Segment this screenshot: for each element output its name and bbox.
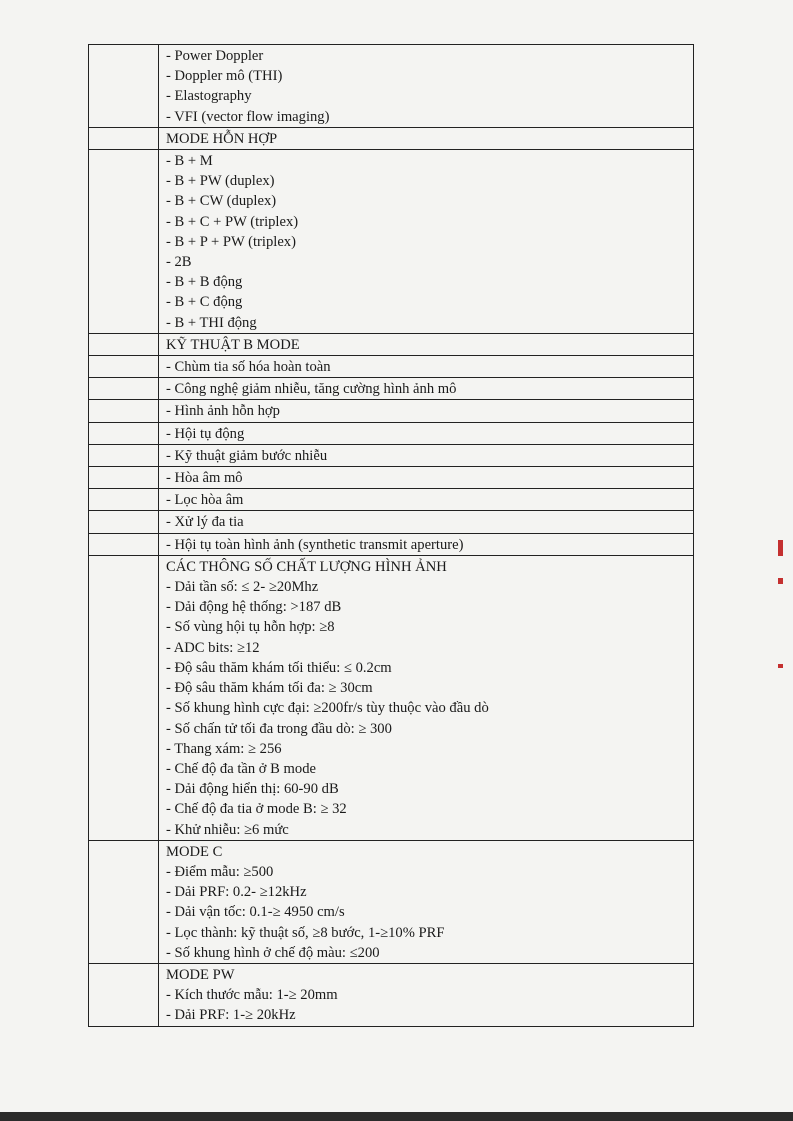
table-row bbox=[89, 963, 694, 1026]
spec-line: - Kỹ thuật giảm bước nhiễu bbox=[166, 447, 328, 464]
row-content-cell bbox=[159, 422, 694, 444]
row-index-cell bbox=[89, 489, 159, 511]
row-index-cell bbox=[89, 127, 159, 149]
spec-line: - B + M bbox=[166, 153, 213, 170]
row-index-cell bbox=[89, 840, 159, 963]
row-content-cell bbox=[159, 333, 694, 355]
row-index-cell bbox=[89, 45, 159, 128]
section-heading: MODE PW bbox=[166, 966, 235, 983]
section-heading: KỸ THUẬT B MODE bbox=[166, 336, 300, 353]
spec-line: - Số khung hình cực đại: ≥200fr/s tùy thuộc vào đầu dò bbox=[166, 700, 489, 717]
specification-table bbox=[88, 44, 694, 1027]
spec-line: - Hình ảnh hỗn hợp bbox=[166, 403, 280, 420]
spec-line: - Lọc hòa âm bbox=[166, 492, 244, 509]
row-content-cell bbox=[159, 963, 694, 1026]
spec-line: - B + THI động bbox=[166, 314, 257, 331]
row-content-cell bbox=[159, 400, 694, 422]
row-content-cell bbox=[159, 467, 694, 489]
row-index-cell bbox=[89, 444, 159, 466]
section-heading: MODE C bbox=[166, 843, 223, 860]
table-row bbox=[89, 422, 694, 444]
spec-line: - B + CW (duplex) bbox=[166, 193, 277, 210]
spec-line: - Power Doppler bbox=[166, 48, 264, 64]
row-index-cell bbox=[89, 511, 159, 533]
spec-line: - Hội tụ động bbox=[166, 425, 245, 442]
row-content-cell bbox=[159, 489, 694, 511]
row-index-cell bbox=[89, 555, 159, 840]
spec-line: - Lọc thành: kỹ thuật số, ≥8 bước, 1-≥10% PRF bbox=[166, 924, 445, 941]
row-index-cell bbox=[89, 150, 159, 334]
spec-line: - Khử nhiễu: ≥6 mức bbox=[166, 821, 289, 838]
table-row bbox=[89, 555, 694, 840]
spec-line: - ADC bits: ≥12 bbox=[166, 639, 260, 656]
spec-line: - Doppler mô (THI) bbox=[166, 68, 283, 85]
spec-line: - Chùm tia số hóa hoàn toàn bbox=[166, 359, 331, 376]
row-index-cell bbox=[89, 356, 159, 378]
spec-line: - B + C động bbox=[166, 294, 243, 311]
row-index-cell bbox=[89, 533, 159, 555]
spec-line: - Kích thước mẫu: 1-≥ 20mm bbox=[166, 987, 338, 1004]
row-content-cell bbox=[159, 127, 694, 149]
table-row bbox=[89, 356, 694, 378]
spec-line: - Dải động hệ thống: >187 dB bbox=[166, 599, 342, 616]
spec-line: - Elastography bbox=[166, 88, 252, 105]
section-heading: CÁC THÔNG SỐ CHẤT LƯỢNG HÌNH ẢNH bbox=[166, 558, 447, 575]
row-content-cell bbox=[159, 555, 694, 840]
spec-line: - VFI (vector flow imaging) bbox=[166, 108, 330, 125]
row-content-cell bbox=[159, 378, 694, 400]
spec-line: - Dải vận tốc: 0.1-≥ 4950 cm/s bbox=[166, 904, 345, 921]
row-content-cell bbox=[159, 444, 694, 466]
row-index-cell bbox=[89, 378, 159, 400]
table-row bbox=[89, 400, 694, 422]
spec-line: - Dải PRF: 1-≥ 20kHz bbox=[166, 1007, 296, 1024]
specification-table-body bbox=[89, 45, 694, 1027]
table-row bbox=[89, 127, 694, 149]
spec-line: - B + P + PW (triplex) bbox=[166, 233, 296, 250]
row-index-cell bbox=[89, 467, 159, 489]
table-row bbox=[89, 489, 694, 511]
spec-line: - Số vùng hội tụ hỗn hợp: ≥8 bbox=[166, 619, 335, 636]
spec-line: - Độ sâu thăm khám tối đa: ≥ 30cm bbox=[166, 680, 373, 697]
scan-edge-mark bbox=[778, 540, 783, 556]
spec-line: - Dải PRF: 0.2- ≥12kHz bbox=[166, 884, 307, 901]
spec-line: - Điểm mẫu: ≥500 bbox=[166, 863, 274, 880]
spec-line: - Dải tần số: ≤ 2- ≥20Mhz bbox=[166, 579, 319, 596]
spec-line: - Số khung hình ở chế độ màu: ≤200 bbox=[166, 944, 380, 961]
table-row bbox=[89, 444, 694, 466]
spec-line: - Số chấn tử tối đa trong đầu dò: ≥ 300 bbox=[166, 720, 392, 737]
row-content-cell bbox=[159, 45, 694, 128]
section-heading: MODE HỖN HỢP bbox=[166, 130, 278, 147]
spec-line: - Xử lý đa tia bbox=[166, 514, 244, 531]
spec-line: - Chế độ đa tia ở mode B: ≥ 32 bbox=[166, 801, 347, 818]
spec-line: - Hòa âm mô bbox=[166, 470, 243, 487]
table-row bbox=[89, 378, 694, 400]
row-content-cell bbox=[159, 356, 694, 378]
scan-edge-mark bbox=[778, 664, 783, 668]
table-row bbox=[89, 150, 694, 334]
table-row bbox=[89, 467, 694, 489]
table-row bbox=[89, 533, 694, 555]
spec-line: - Chế độ đa tần ở B mode bbox=[166, 760, 316, 777]
spec-line: - B + B động bbox=[166, 274, 243, 291]
spec-line: - Hội tụ toàn hình ảnh (synthetic transmit aperture) bbox=[166, 536, 464, 553]
spec-line: - Công nghệ giảm nhiễu, tăng cường hình ảnh mô bbox=[166, 381, 457, 398]
spec-line: - Thang xám: ≥ 256 bbox=[166, 740, 282, 757]
table-row bbox=[89, 840, 694, 963]
table-row bbox=[89, 511, 694, 533]
row-index-cell bbox=[89, 400, 159, 422]
row-content-cell bbox=[159, 840, 694, 963]
row-index-cell bbox=[89, 333, 159, 355]
table-row bbox=[89, 45, 694, 128]
row-index-cell bbox=[89, 963, 159, 1026]
spec-line: - 2B bbox=[166, 254, 192, 271]
spec-line: - Dải động hiển thị: 60-90 dB bbox=[166, 781, 339, 798]
spec-line: - Độ sâu thăm khám tối thiểu: ≤ 0.2cm bbox=[166, 659, 392, 676]
row-content-cell bbox=[159, 533, 694, 555]
spec-line: - B + C + PW (triplex) bbox=[166, 213, 299, 230]
row-content-cell bbox=[159, 511, 694, 533]
scan-edge-mark bbox=[778, 578, 783, 584]
table-row bbox=[89, 333, 694, 355]
scan-bottom-edge bbox=[0, 1112, 793, 1121]
spec-line: - B + PW (duplex) bbox=[166, 173, 275, 190]
row-index-cell bbox=[89, 422, 159, 444]
row-content-cell bbox=[159, 150, 694, 334]
